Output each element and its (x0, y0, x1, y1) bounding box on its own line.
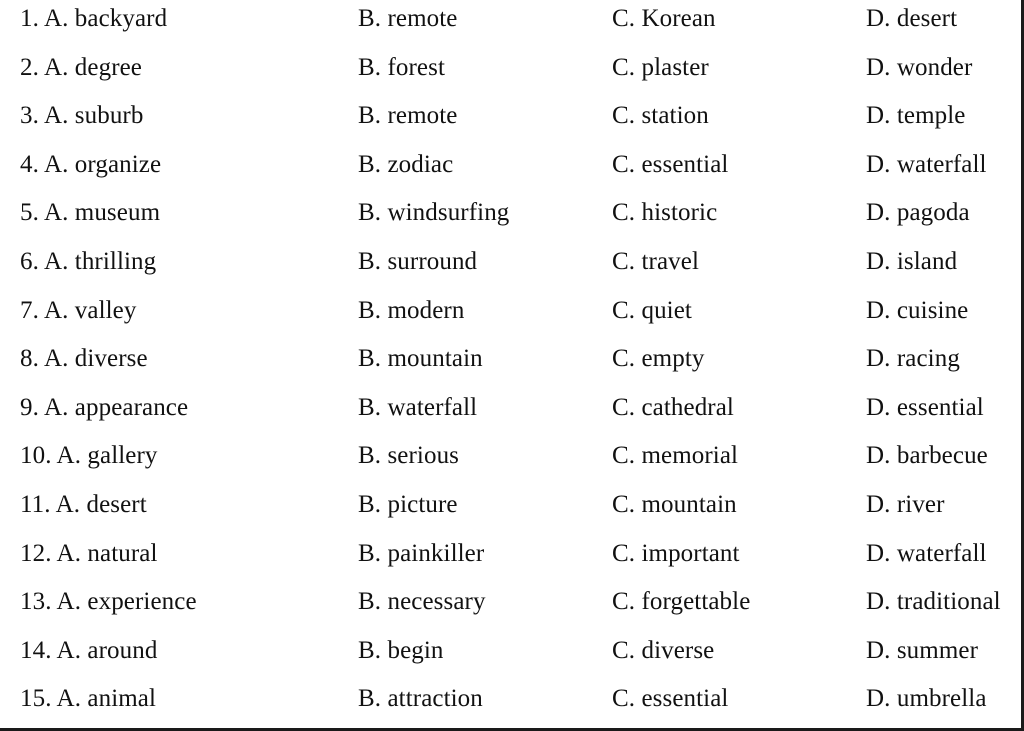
option-c: C. diverse (612, 636, 715, 664)
option-a (20, 535, 158, 573)
question-row-1 (0, 0, 1020, 49)
option-a (20, 340, 148, 378)
option-b: B. picture (358, 490, 458, 518)
option-c: C. essential (612, 685, 729, 713)
option-c: C. mountain (612, 490, 737, 518)
option-a (20, 680, 156, 718)
option-d: D. waterfall (866, 150, 987, 178)
option-d: D. desert (866, 5, 958, 32)
question-number: 15. (20, 685, 52, 713)
question-row-7 (0, 292, 1020, 341)
question-row-6 (0, 243, 1020, 292)
question-row-9 (0, 389, 1020, 438)
option-a (20, 437, 158, 475)
option-a-text: A. animal (56, 685, 157, 713)
question-number: 4. (20, 150, 39, 178)
option-a (20, 97, 143, 135)
question-number: 13. (20, 588, 52, 616)
question-number: 12. (20, 539, 52, 567)
question-number: 2. (20, 53, 39, 81)
option-a-text: A. diverse (43, 345, 148, 373)
option-a (20, 486, 147, 524)
option-a-text: A. natural (56, 539, 158, 567)
option-a-text: A. suburb (43, 102, 144, 130)
option-a (20, 243, 156, 281)
option-d: D. summer (866, 636, 978, 664)
option-b: B. serious (358, 442, 459, 470)
option-d: D. island (866, 247, 958, 275)
option-a-text: A. backyard (43, 5, 168, 32)
option-b: B. remote (358, 5, 458, 32)
question-row-2 (0, 49, 1020, 98)
option-c: C. cathedral (612, 393, 734, 421)
option-c: C. station (612, 102, 709, 130)
option-b: B. windsurfing (358, 199, 510, 227)
option-a (20, 0, 167, 38)
option-c: C. travel (612, 247, 699, 275)
option-d: D. river (866, 490, 945, 518)
option-b: B. surround (358, 247, 478, 275)
option-b: B. zodiac (358, 150, 454, 178)
option-b: B. necessary (358, 588, 486, 616)
option-a-text: A. experience (56, 588, 197, 616)
option-d: D. wonder (866, 53, 973, 81)
option-b: B. forest (358, 53, 445, 81)
question-number: 6. (20, 247, 39, 275)
question-number: 1. (20, 5, 39, 32)
option-a (20, 194, 160, 232)
question-number: 3. (20, 102, 39, 130)
option-d: D. temple (866, 102, 966, 130)
option-a (20, 146, 161, 184)
option-c: C. quiet (612, 296, 692, 324)
option-b: B. waterfall (358, 393, 478, 421)
question-row-13 (0, 583, 1020, 632)
option-c: C. memorial (612, 442, 739, 470)
question-row-4 (0, 146, 1020, 195)
option-c: C. historic (612, 199, 718, 227)
option-d: D. umbrella (866, 685, 987, 713)
option-b: B. begin (358, 636, 444, 664)
option-c: C. Korean (612, 5, 716, 32)
question-number: 9. (20, 393, 39, 421)
option-d: D. barbecue (866, 442, 988, 470)
option-a-text: A. valley (43, 296, 137, 324)
question-number: 5. (20, 199, 39, 227)
option-d: D. cuisine (866, 296, 969, 324)
option-b: B. mountain (358, 345, 483, 373)
option-a (20, 389, 188, 427)
question-row-11 (0, 486, 1020, 535)
option-b: B. remote (358, 102, 458, 130)
option-c: C. plaster (612, 53, 709, 81)
option-a (20, 292, 136, 330)
option-a (20, 632, 157, 670)
question-row-5 (0, 194, 1020, 243)
question-row-8 (0, 340, 1020, 389)
option-d: D. traditional (866, 588, 1001, 616)
option-a (20, 49, 142, 87)
option-d: D. essential (866, 393, 984, 421)
option-a-text: A. around (56, 636, 158, 664)
question-row-10 (0, 437, 1020, 486)
option-b: B. modern (358, 296, 465, 324)
question-row-15 (0, 680, 1020, 729)
question-row-12 (0, 535, 1020, 584)
option-a (20, 583, 197, 621)
option-b: B. painkiller (358, 539, 485, 567)
question-number: 8. (20, 345, 39, 373)
question-number: 11. (20, 490, 51, 518)
option-a-text: A. organize (43, 150, 162, 178)
question-number: 10. (20, 442, 52, 470)
question-number: 14. (20, 636, 52, 664)
option-c: C. essential (612, 150, 729, 178)
option-a-text: A. appearance (43, 393, 189, 421)
option-c: C. important (612, 539, 740, 567)
option-b: B. attraction (358, 685, 483, 713)
option-a-text: A. desert (55, 490, 147, 518)
question-row-3 (0, 97, 1020, 146)
option-a-text: A. gallery (56, 442, 158, 470)
option-a-text: A. museum (43, 199, 161, 227)
option-d: D. pagoda (866, 199, 970, 227)
question-row-14 (0, 632, 1020, 681)
option-a-text: A. thrilling (43, 247, 157, 275)
option-a-text: A. degree (43, 53, 143, 81)
option-c: C. forgettable (612, 588, 751, 616)
option-d: D. racing (866, 345, 960, 373)
question-number: 7. (20, 296, 39, 324)
option-d: D. waterfall (866, 539, 987, 567)
option-c: C. empty (612, 345, 705, 373)
